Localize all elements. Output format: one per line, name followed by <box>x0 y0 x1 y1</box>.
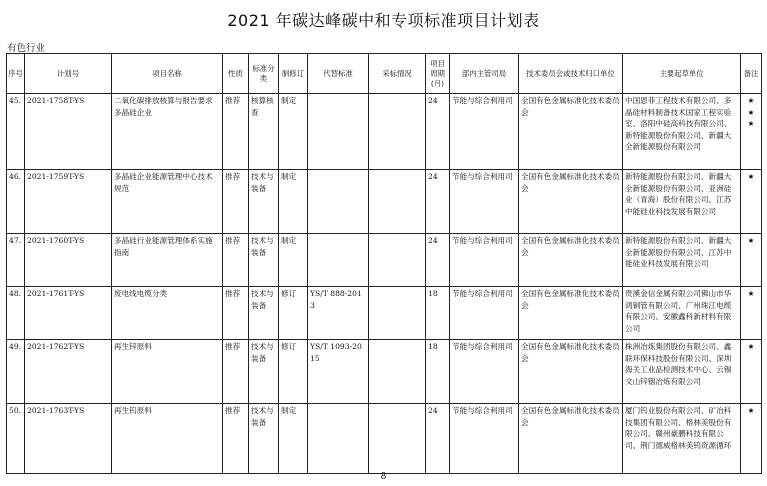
cell-nature: 推荐 <box>223 234 249 287</box>
cell-nature: 推荐 <box>223 287 249 340</box>
cell-period: 24 <box>426 94 450 170</box>
header-dept: 部内主管司局 <box>450 54 519 94</box>
cell-period: 24 <box>426 170 450 234</box>
cell-type: 制定 <box>279 170 308 234</box>
header-note: 备注 <box>741 54 762 94</box>
cell-category: 技术与装备 <box>249 170 279 234</box>
cell-note <box>741 234 762 287</box>
table-row <box>7 404 762 474</box>
table-row <box>7 170 762 234</box>
cell-dept: 节能与综合利用司 <box>450 340 519 404</box>
cell-committee: 全国有色金属标准化技术委员会 <box>519 170 623 234</box>
cell-name: 再生钨原料 <box>112 404 223 474</box>
star-icon: ★ <box>747 289 755 298</box>
cell-type: 修订 <box>279 287 308 340</box>
cell-no: 45. <box>7 94 25 170</box>
cell-note <box>741 94 762 170</box>
cell-committee: 全国有色金属标准化技术委员会 <box>519 287 623 340</box>
star-icon: ★ <box>747 107 755 117</box>
cell-committee: 全国有色金属标准化技术委员会 <box>519 234 623 287</box>
cell-nature: 推荐 <box>223 340 249 404</box>
cell-adoption <box>369 287 426 340</box>
cell-category: 技术与装备 <box>249 287 279 340</box>
cell-note <box>741 340 762 404</box>
cell-no: 50. <box>7 404 25 474</box>
header-period: 项目周期(月) <box>426 54 450 94</box>
header-nature: 性质 <box>223 54 249 94</box>
cell-adoption <box>369 170 426 234</box>
cell-period: 24 <box>426 234 450 287</box>
cell-drafters: 新特能源股份有限公司、新疆大全新能源股份有限公司、亚洲硅业（青海）股份有限公司、江苏中能硅业科技发展有限公司 <box>623 170 741 234</box>
cell-plan-no: 2021-1759T-YS <box>25 170 112 234</box>
cell-category: 技术与装备 <box>249 234 279 287</box>
header-committee: 技术委员会或技术归口单位 <box>519 54 623 94</box>
header-row <box>7 54 762 94</box>
cell-adoption <box>369 94 426 170</box>
page-title: 2021 年碳达峰碳中和专项标准项目计划表 <box>227 11 540 30</box>
cell-committee: 全国有色金属标准化技术委员会 <box>519 94 623 170</box>
star-icon: ★ <box>747 236 755 245</box>
cell-period: 24 <box>426 404 450 474</box>
cell-committee: 全国有色金属标准化技术委员会 <box>519 340 623 404</box>
cell-no: 46. <box>7 170 25 234</box>
header-drafters: 主要起草单位 <box>623 54 741 94</box>
cell-replaces <box>308 94 369 170</box>
cell-plan-no: 2021-1760T-YS <box>25 234 112 287</box>
cell-drafters: 贵溪金信金属有限公司佛山市华鸿铜管有限公司、广州珠江电缆有限公司、安徽鑫科新材料有限公司 <box>623 287 741 340</box>
header-plan-no: 计划号 <box>25 54 112 94</box>
page-number: 8 <box>380 472 387 482</box>
cell-dept: 节能与综合利用司 <box>450 94 519 170</box>
header-type: 制修订 <box>279 54 308 94</box>
cell-drafters: 新特能源股份有限公司、新疆大全新能源股份有限公司、江苏中能硅业科技发展有限公司 <box>623 234 741 287</box>
cell-dept: 节能与综合利用司 <box>450 287 519 340</box>
cell-no: 47. <box>7 234 25 287</box>
standards-plan-table <box>6 53 762 474</box>
cell-plan-no: 2021-1761T-YS <box>25 287 112 340</box>
cell-nature: 推荐 <box>223 170 249 234</box>
cell-adoption <box>369 404 426 474</box>
cell-name: 多晶硅企业能源管理中心技术规范 <box>112 170 223 234</box>
cell-drafters: 中国恩菲工程技术有限公司、多晶硅材料制备技术国家工程实验室、洛阳中硅高科技有限公司、新特能源股份有限公司、新疆大全新能源股份有限公司 <box>623 94 741 170</box>
cell-plan-no: 2021-1762T-YS <box>25 340 112 404</box>
cell-no: 48. <box>7 287 25 340</box>
header-category: 标准分类 <box>249 54 279 94</box>
cell-replaces: YS/T 1093-2015 <box>308 340 369 404</box>
header-adoption: 采标情况 <box>369 54 426 94</box>
cell-dept: 节能与综合利用司 <box>450 404 519 474</box>
cell-committee: 全国有色金属标准化技术委员会 <box>519 404 623 474</box>
table-row <box>7 287 762 340</box>
cell-type: 修订 <box>279 340 308 404</box>
star-icon: ★ <box>747 342 755 351</box>
header-replaces: 代替标准 <box>308 54 369 94</box>
section-label: 有色行业 <box>7 43 46 54</box>
cell-drafters: 厦门钨业股份有限公司、矿冶科技集团有限公司、格林美股份有限公司、赣州豪鹏科技有限公司、荆门德威格林美钨资源循环 <box>623 404 741 474</box>
table-row <box>7 234 762 287</box>
cell-category: 技术与装备 <box>249 404 279 474</box>
cell-type: 制定 <box>279 234 308 287</box>
cell-name: 再生锌原料 <box>112 340 223 404</box>
header-name: 项目名称 <box>112 54 223 94</box>
cell-no: 49. <box>7 340 25 404</box>
cell-category: 技术与装备 <box>249 340 279 404</box>
cell-note <box>741 287 762 340</box>
cell-replaces <box>308 234 369 287</box>
cell-adoption <box>369 234 426 287</box>
cell-name: 二氧化碳排放核算与报告要求 多晶硅企业 <box>112 94 223 170</box>
star-icon: ★ <box>747 119 755 128</box>
cell-type: 制定 <box>279 404 308 474</box>
cell-period: 18 <box>426 340 450 404</box>
cell-note <box>741 404 762 474</box>
cell-adoption <box>369 340 426 404</box>
cell-replaces: YS/T 888-2013 <box>308 287 369 340</box>
cell-nature: 推荐 <box>223 404 249 474</box>
cell-replaces <box>308 404 369 474</box>
star-icon: ★ <box>747 172 755 181</box>
cell-nature: 推荐 <box>223 94 249 170</box>
cell-name: 废电线电缆分类 <box>112 287 223 340</box>
table-row <box>7 94 762 170</box>
cell-plan-no: 2021-1763T-YS <box>25 404 112 474</box>
cell-name: 多晶硅行业能源管理体系实施指南 <box>112 234 223 287</box>
cell-note <box>741 170 762 234</box>
table-row <box>7 340 762 404</box>
cell-plan-no: 2021-1758T-YS <box>25 94 112 170</box>
cell-replaces <box>308 170 369 234</box>
cell-dept: 节能与综合利用司 <box>450 170 519 234</box>
star-icon: ★ <box>747 406 755 415</box>
header-no: 序号 <box>7 54 25 94</box>
star-icon: ★ <box>747 96 755 105</box>
cell-period: 18 <box>426 287 450 340</box>
cell-category: 核算核查 <box>249 94 279 170</box>
cell-dept: 节能与综合利用司 <box>450 234 519 287</box>
cell-type: 制定 <box>279 94 308 170</box>
cell-drafters: 株洲冶炼集团股份有限公司、鑫联环保科技股份有限公司、深圳海关工业品检测技术中心、云锡文山锌铟冶炼有限公司 <box>623 340 741 404</box>
